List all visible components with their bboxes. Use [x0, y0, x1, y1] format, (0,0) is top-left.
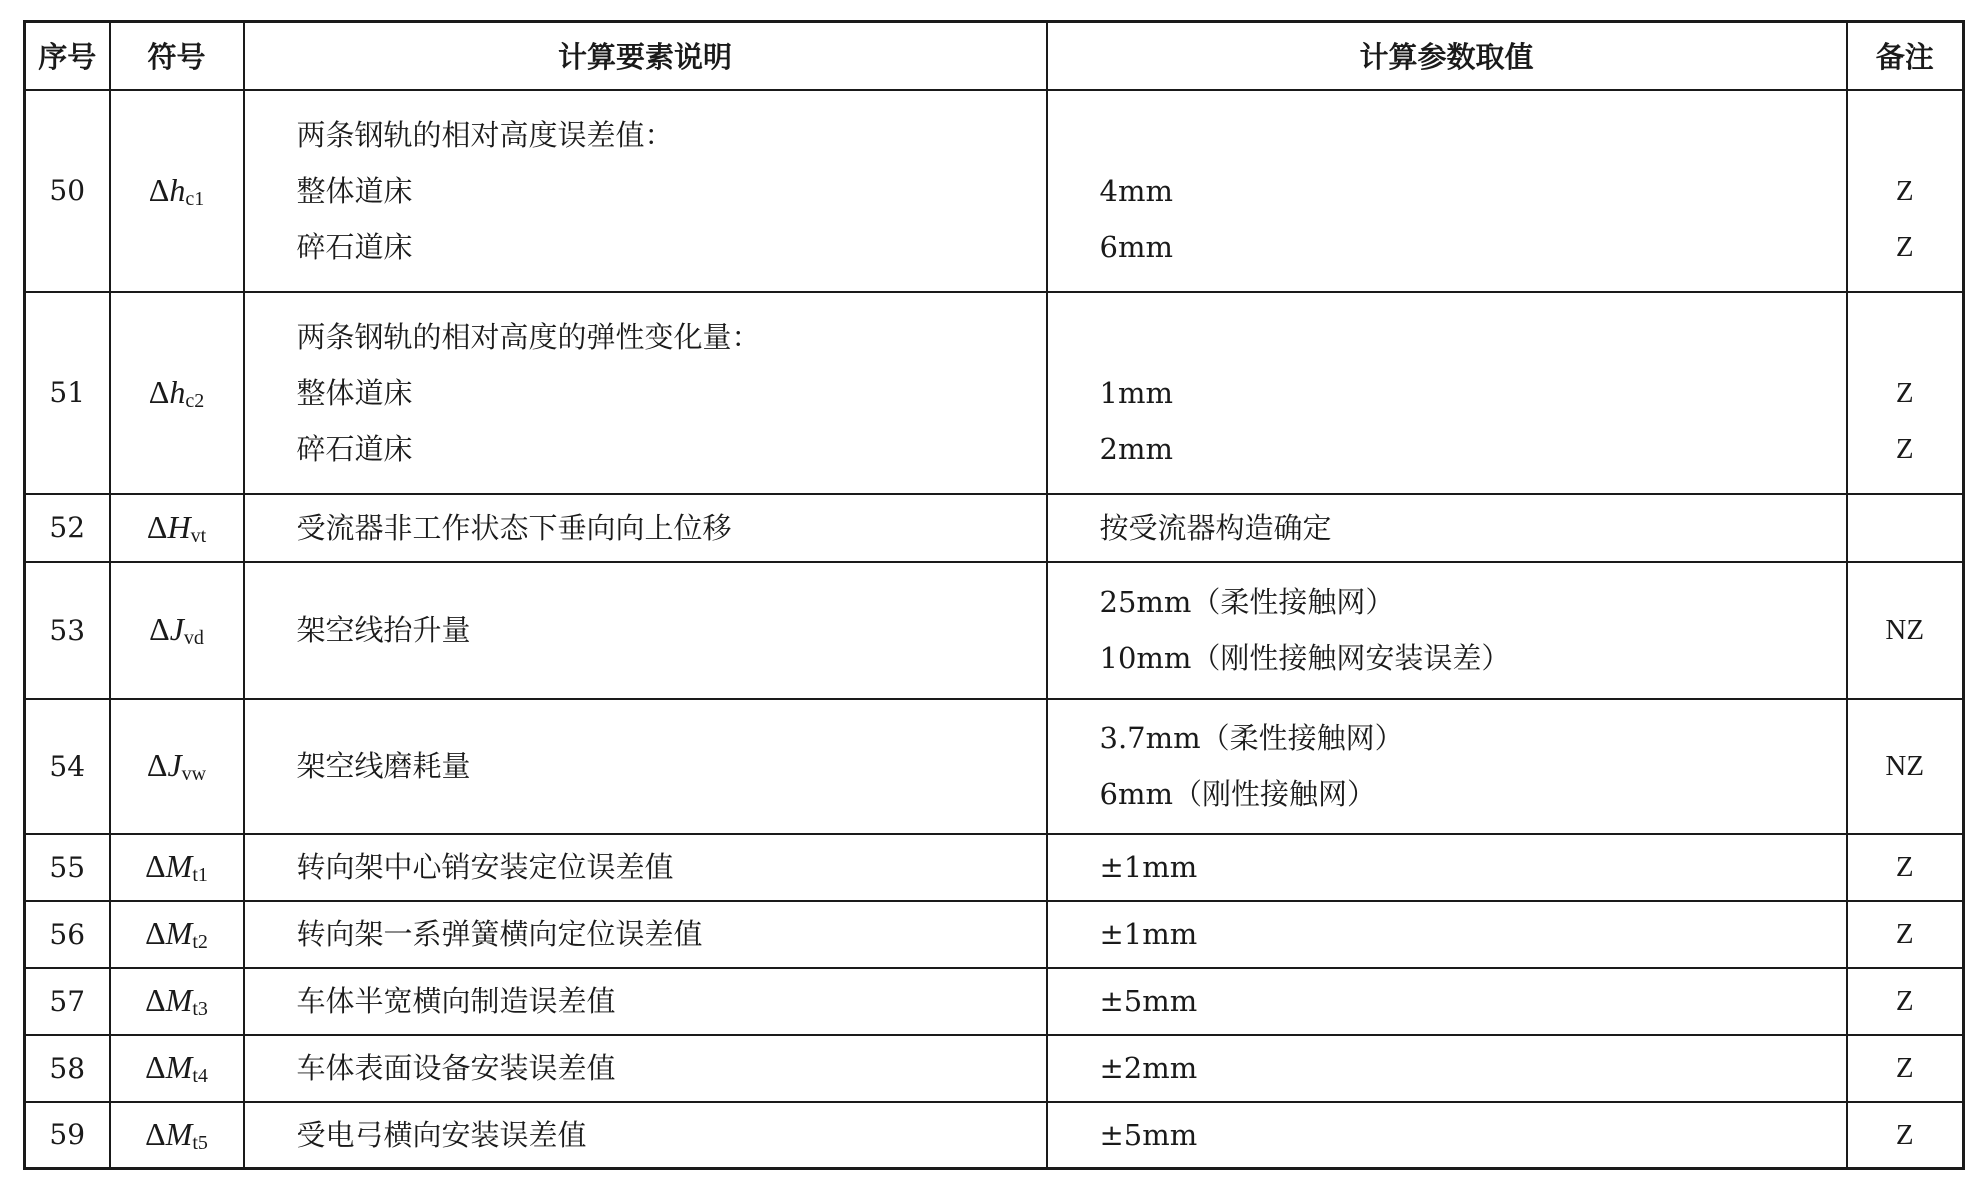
row-description	[244, 494, 1047, 562]
symbol-letter: M	[165, 1049, 193, 1085]
symbol-main	[145, 915, 208, 951]
row-value	[1047, 494, 1847, 562]
row-note	[1847, 699, 1964, 834]
note-line: Z	[1895, 230, 1914, 263]
row-index: 59	[25, 1102, 110, 1169]
table-row	[25, 292, 1964, 494]
symbol-letter: H	[167, 508, 191, 545]
symbol-letter: J	[167, 747, 182, 783]
note-line	[1848, 107, 1963, 163]
description-line: 碎石道床	[296, 229, 413, 264]
symbol-delta: Δ	[145, 1049, 166, 1085]
row-symbol	[110, 562, 244, 699]
symbol-letter: M	[165, 848, 193, 884]
header-symbol: 符号	[110, 22, 244, 90]
row-description	[244, 562, 1047, 699]
description-line: 受电弓横向安装误差值	[296, 1117, 587, 1152]
value-line: 2mm	[1099, 431, 1173, 466]
note-line: Z	[1895, 1118, 1914, 1151]
symbol-delta: Δ	[148, 171, 170, 208]
symbol-subscript: c1	[185, 187, 205, 210]
table-row	[25, 562, 1964, 699]
description-line: 架空线抬升量	[296, 613, 471, 647]
note-line: Z	[1895, 174, 1914, 207]
symbol-letter: J	[169, 611, 184, 647]
header-row	[25, 22, 1964, 90]
value-line	[1100, 107, 1846, 163]
row-description	[244, 968, 1047, 1035]
table-row	[25, 699, 1964, 834]
table-row	[25, 834, 1964, 901]
description-line: 整体道床	[296, 375, 413, 410]
row-description	[244, 292, 1047, 494]
row-note	[1847, 834, 1964, 901]
symbol-main	[145, 982, 208, 1018]
note-line: Z	[1895, 1052, 1914, 1084]
row-note	[1847, 562, 1964, 699]
note-line: Z	[1895, 376, 1914, 409]
value-line: 10mm（刚性接触网安装误差）	[1099, 641, 1511, 675]
description-line: 两条钢轨的相对高度误差值：	[296, 117, 674, 152]
row-symbol	[110, 90, 244, 292]
parameter-table	[23, 20, 1965, 1170]
row-index: 57	[25, 968, 110, 1035]
row-index: 54	[25, 699, 110, 834]
symbol-delta: Δ	[149, 611, 170, 647]
symbol-delta: Δ	[145, 1115, 166, 1152]
note-line	[1848, 500, 1963, 556]
symbol-letter: M	[165, 1115, 193, 1152]
note-line: Z	[1895, 985, 1914, 1017]
symbol-main	[149, 374, 204, 410]
row-description	[244, 90, 1047, 292]
symbol-subscript: c2	[185, 389, 205, 412]
row-description	[244, 901, 1047, 968]
row-index: 50	[25, 90, 110, 292]
note-line: NZ	[1885, 614, 1925, 646]
description-line: 受流器非工作状态下垂向向上位移	[296, 510, 732, 545]
symbol-letter: M	[165, 915, 193, 951]
header-value: 计算参数取值	[1047, 22, 1847, 90]
symbol-delta: Δ	[146, 747, 168, 783]
value-line	[1100, 309, 1846, 365]
row-index: 52	[25, 494, 110, 562]
row-value	[1047, 292, 1847, 494]
row-symbol	[110, 292, 244, 494]
row-value	[1047, 1102, 1847, 1169]
row-description	[244, 699, 1047, 834]
value-line: 6mm	[1099, 229, 1173, 264]
row-value	[1047, 901, 1847, 968]
row-note	[1847, 901, 1964, 968]
description-line: 转向架中心销安装定位误差值	[296, 850, 674, 884]
value-line: 1mm	[1099, 375, 1173, 410]
note-line	[1848, 309, 1963, 365]
symbol-subscript: t4	[192, 1065, 208, 1087]
row-index: 53	[25, 562, 110, 699]
symbol-subscript: vw	[181, 763, 207, 785]
description-line: 车体半宽横向制造误差值	[296, 984, 616, 1018]
row-value	[1047, 968, 1847, 1035]
value-line: 4mm	[1099, 173, 1173, 208]
row-note	[1847, 1035, 1964, 1102]
row-index: 58	[25, 1035, 110, 1102]
symbol-subscript: t2	[192, 931, 208, 953]
row-note	[1847, 968, 1964, 1035]
row-symbol	[110, 968, 244, 1035]
row-symbol	[110, 1102, 244, 1169]
row-note	[1847, 90, 1964, 292]
row-index: 56	[25, 901, 110, 968]
symbol-delta: Δ	[145, 848, 166, 884]
symbol-subscript: vd	[183, 627, 204, 649]
row-note	[1847, 292, 1964, 494]
header-index: 序号	[25, 22, 110, 90]
value-line: ±5mm	[1099, 1117, 1198, 1152]
header-description: 计算要素说明	[244, 22, 1047, 90]
symbol-main	[145, 1116, 208, 1152]
row-symbol	[110, 901, 244, 968]
row-value	[1047, 562, 1847, 699]
description-line: 整体道床	[296, 173, 413, 208]
symbol-delta: Δ	[148, 373, 170, 410]
value-line: 3.7mm（柔性接触网）	[1099, 721, 1404, 755]
description-line: 两条钢轨的相对高度的弹性变化量：	[296, 319, 761, 354]
symbol-delta: Δ	[145, 982, 166, 1018]
value-line: 6mm（刚性接触网）	[1099, 777, 1376, 811]
row-symbol	[110, 1035, 244, 1102]
row-index: 55	[25, 834, 110, 901]
row-note	[1847, 1102, 1964, 1169]
value-line: ±5mm	[1099, 984, 1198, 1018]
table-row	[25, 1102, 1964, 1169]
note-line: NZ	[1885, 750, 1925, 782]
symbol-main	[147, 747, 206, 783]
row-description	[244, 834, 1047, 901]
value-line: ±1mm	[1099, 917, 1198, 951]
row-value	[1047, 834, 1847, 901]
row-value	[1047, 90, 1847, 292]
header-note: 备注	[1847, 22, 1964, 90]
symbol-main	[145, 848, 208, 884]
description-line: 转向架一系弹簧横向定位误差值	[296, 917, 703, 951]
symbol-letter: h	[169, 373, 186, 410]
symbol-delta: Δ	[145, 915, 166, 951]
value-line: 按受流器构造确定	[1099, 510, 1332, 545]
symbol-letter: h	[169, 171, 186, 208]
description-line: 碎石道床	[296, 431, 413, 466]
row-symbol	[110, 699, 244, 834]
note-line: Z	[1895, 432, 1914, 465]
description-line: 车体表面设备安装误差值	[296, 1051, 616, 1085]
symbol-delta: Δ	[146, 508, 168, 545]
symbol-main	[149, 172, 204, 208]
row-note	[1847, 494, 1964, 562]
note-line: Z	[1895, 918, 1914, 950]
symbol-subscript: t5	[192, 1131, 208, 1154]
value-line: 25mm（柔性接触网）	[1099, 585, 1395, 619]
symbol-letter: M	[165, 982, 193, 1018]
row-symbol	[110, 494, 244, 562]
symbol-subscript: vt	[190, 524, 207, 547]
symbol-subscript: t3	[192, 998, 208, 1020]
table-row	[25, 968, 1964, 1035]
symbol-main	[145, 1049, 208, 1085]
table-row	[25, 901, 1964, 968]
symbol-main	[149, 611, 204, 647]
row-value	[1047, 1035, 1847, 1102]
table-row	[25, 1035, 1964, 1102]
value-line: ±1mm	[1099, 850, 1198, 884]
row-value	[1047, 699, 1847, 834]
symbol-subscript: t1	[192, 864, 208, 886]
row-description	[244, 1102, 1047, 1169]
row-index: 51	[25, 292, 110, 494]
note-line: Z	[1895, 851, 1914, 883]
row-description	[244, 1035, 1047, 1102]
value-line: ±2mm	[1099, 1051, 1198, 1085]
table-row	[25, 90, 1964, 292]
table-row	[25, 494, 1964, 562]
row-symbol	[110, 834, 244, 901]
description-line: 架空线磨耗量	[296, 749, 471, 783]
symbol-main	[147, 509, 206, 545]
